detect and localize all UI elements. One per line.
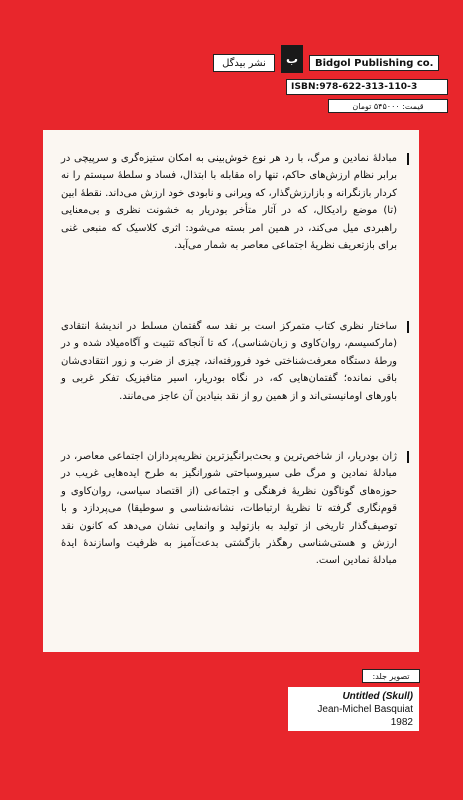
- blurb-paragraph-2: [61, 318, 401, 405]
- cover-image-label: تصویر جلد:: [362, 669, 420, 683]
- publisher-block: [213, 44, 449, 74]
- paragraph-text: ساختار نظری کتاب متمرکز است بر نقد سه گفتمان مسلط در اندیشهٔ انتقادی (مارکسیسم، روان‌کاوی و زبان‌شناسی)، که تا آنجاکه تثبیت و آگاه‌میلاد شده و در ورطهٔ دستگاه معرفت‌شناختی خود فرورفته‌اند، چیزی از ضرب و زور انتقادی‌شان باقی نمانده؛ گفتمان‌هایی که، در نگاه بودریار، اسیر متافیزیک تفکر غربی و باورهای اومانیستی‌اند و از همین رو از نقد بنیادین آن عاجز می‌مانند.: [61, 321, 397, 402]
- paragraph-marker: [407, 321, 409, 333]
- artwork-title: Untitled (Skull): [342, 691, 413, 702]
- paragraph-text: ژان بودریار، از شاخص‌ترین و بحث‌برانگیزترین نظریه‌پردازان اجتماعی معاصر، در مبادلهٔ نمادین و مرگ طی سیروسیاحتی شورانگیز به طرح ایده‌هایی غریب در حوزه‌های گوناگون نظریهٔ فرهنگی و اجتماعی (از اقتصاد سیاسی، روان‌کاوی و قوم‌نگاری گرفته تا نظریهٔ ارتباطات، نشانه‌شناسی و سوطیقا) می‌پردازد و با توصیف‌گذار تاریخی از تولید به بازتولید و وانمایی نشان می‌دهد که کانون نقد ارزش و هستی‌شناسی رهگذر بازگشتی بدعت‌آمیز به ظرفیت واسازندهٔ ایدهٔ مبادلهٔ نمادین است.: [61, 451, 397, 567]
- artist-name: Jean-Michel Basquiat: [317, 704, 413, 715]
- publisher-name-fa: نشر بیدگل: [213, 54, 275, 72]
- cover-credit: [288, 687, 419, 731]
- artwork-year: 1982: [390, 717, 413, 728]
- blurb-panel: [43, 130, 419, 652]
- paragraph-text: مبادلهٔ نمادین و مرگ، با رد هر نوع خوش‌بینی به امکان ستیزه‌گری و سرپیچی در برابر نظام ارزش‌های حاکم، تنها راه مقابله با ابتذال، فساد و سلطهٔ سیستم را نه کردار بازنگرانه و بازارزش‌گذار، که ویرانی و نابودی خود ارزش می‌داند. نقطهٔ ابین (تا) موضع رادیکال، که در آثار متأخر بودریار به خشونت نظری و بی‌معنایی راهبردی میل می‌کند، در همین امر بسته می‌شود: اثری کلاسیک که منبعی غنی برای بازتعریف نظریهٔ اجتماعی معاصر به شمار می‌آید.: [61, 153, 397, 252]
- publisher-logo-glyph: ب: [285, 52, 299, 66]
- blurb-paragraph-3: [61, 448, 401, 570]
- price-label: قیمت: ۵۴۵۰۰۰ تومان: [328, 99, 448, 113]
- paragraph-marker: [407, 153, 409, 165]
- paragraph-marker: [407, 451, 409, 463]
- isbn-label: ISBN:978-622-313-110-3: [286, 79, 448, 95]
- publisher-logo-icon: [281, 45, 303, 73]
- publisher-name-en: Bidgol Publishing co.: [309, 55, 439, 71]
- blurb-paragraph-1: [61, 150, 401, 254]
